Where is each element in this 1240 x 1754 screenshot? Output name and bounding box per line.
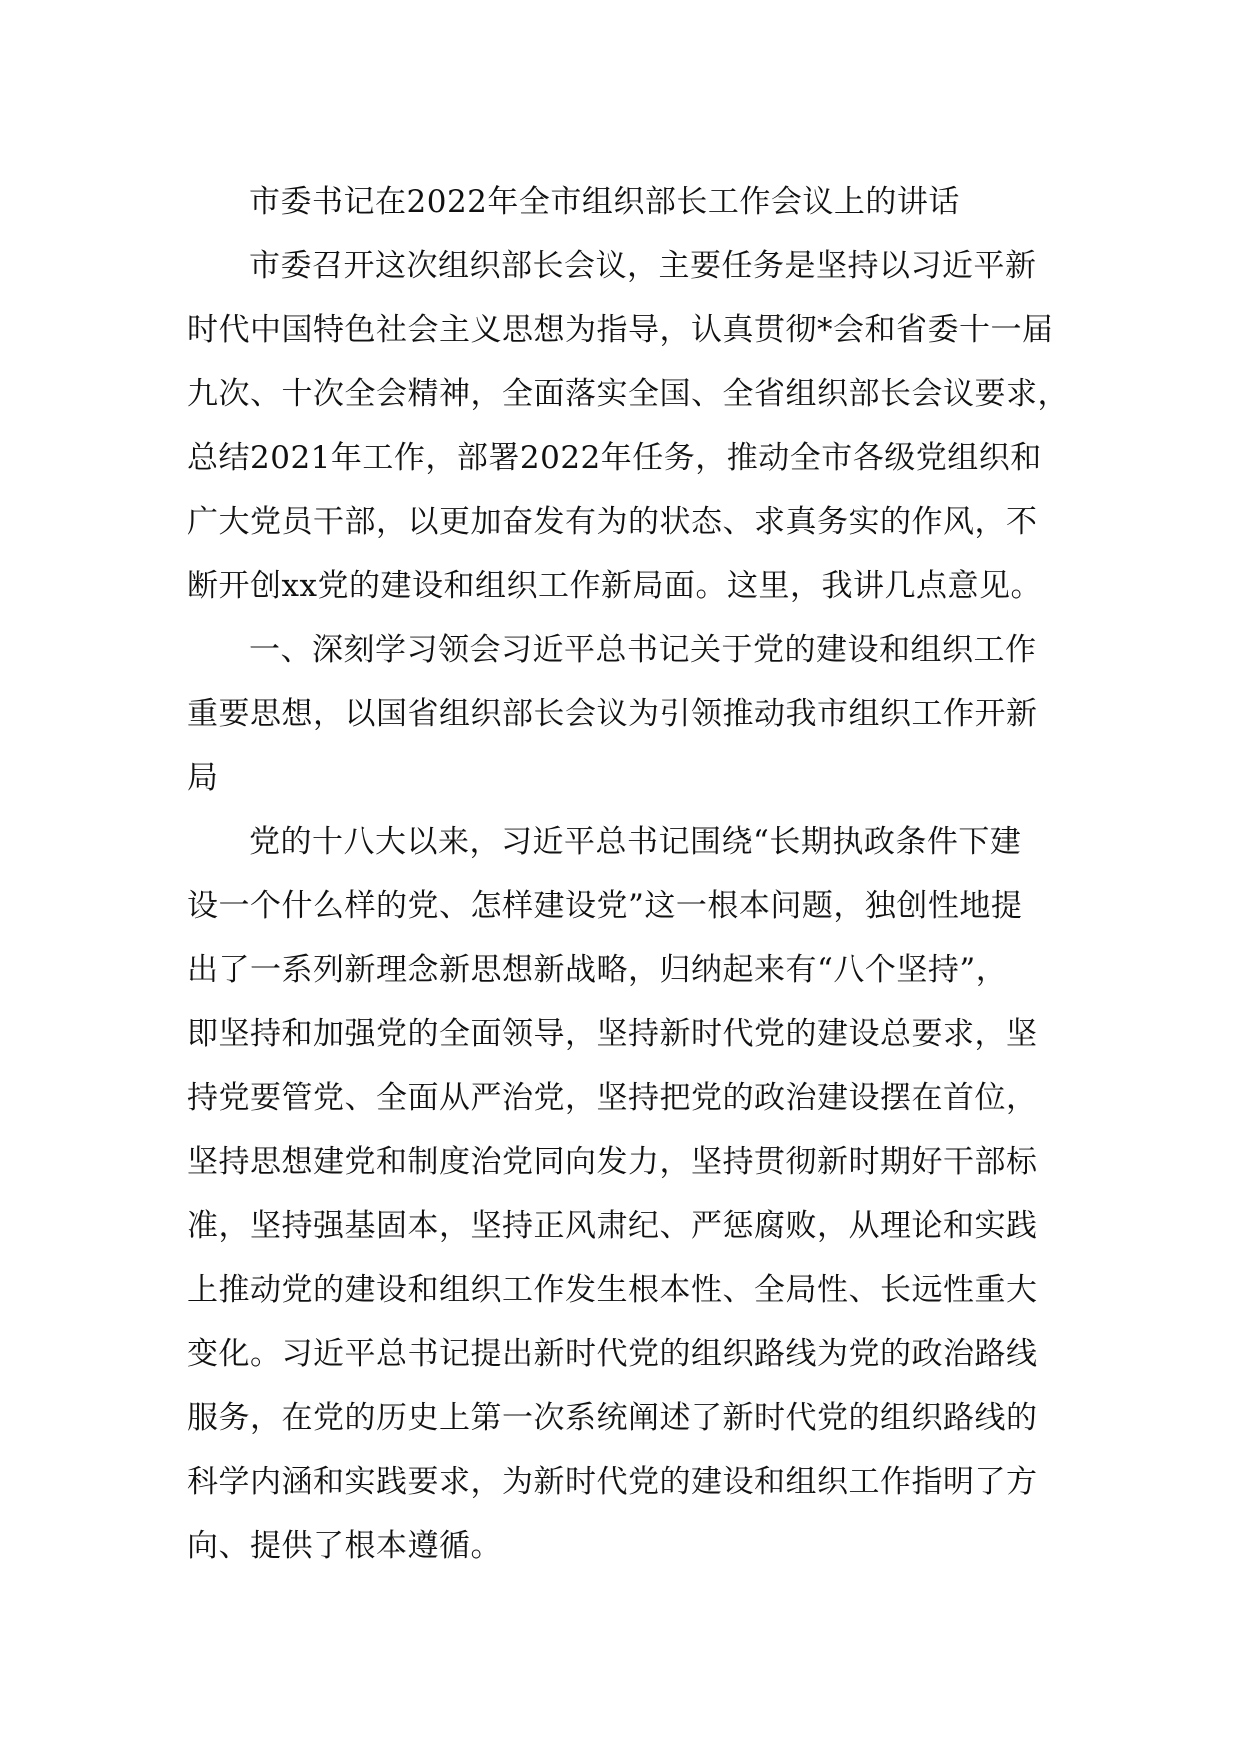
- paragraph-2: [187, 810, 1087, 1578]
- paragraph-line: 服务，在党的历史上第一次系统阐述了新时代党的组织路线的: [187, 1400, 1038, 1436]
- paragraph-line: 持党要管党、全面从严治党，坚持把党的政治建设摆在首位，: [187, 1080, 1038, 1116]
- paragraph-line: 坚持思想建党和制度治党同向发力，坚持贯彻新时期好干部标: [187, 1144, 1038, 1180]
- paragraph-line: 上推动党的建设和组织工作发生根本性、全局性、长远性重大: [187, 1272, 1038, 1308]
- heading-line: 重要思想，以国省组织部长会议为引领推动我市组织工作开新: [187, 696, 1038, 732]
- paragraph-line: 出了一系列新理念新思想新战略，归纳起来有“八个坚持”，: [187, 952, 1008, 988]
- document-body: [187, 170, 1087, 1578]
- paragraph-line: 设一个什么样的党、怎样建设党”这一根本问题，独创性地提: [187, 888, 1023, 924]
- paragraph-line: 时代中国特色社会主义思想为指导，认真贯彻*会和省委十一届: [187, 312, 1054, 348]
- paragraph-line: 总结2021年工作，部署2022年任务，推动全市各级党组织和: [187, 440, 1042, 476]
- paragraph-line: 科学内涵和实践要求，为新时代党的建设和组织工作指明了方: [187, 1464, 1038, 1500]
- paragraph-line: 向、提供了根本遵循。: [187, 1528, 502, 1564]
- document-title: 市委书记在2022年全市组织部长工作会议上的讲话: [249, 184, 960, 220]
- paragraph-line: 市委召开这次组织部长会议，主要任务是坚持以习近平新: [249, 248, 1037, 284]
- paragraph-line: 广大党员干部，以更加奋发有为的状态、求真务实的作风，不: [187, 504, 1038, 540]
- paragraph-line: 断开创xx党的建设和组织工作新局面。这里，我讲几点意见。: [187, 568, 1042, 604]
- paragraph-line: 准，坚持强基固本，坚持正风肃纪、严惩腐败，从理论和实践: [187, 1208, 1038, 1244]
- paragraph-line: 九次、十次全会精神，全面落实全国、全省组织部长会议要求，: [187, 376, 1069, 412]
- heading-line: 局: [187, 760, 219, 796]
- paragraph-1: [187, 234, 1087, 618]
- paragraph-line: 党的十八大以来，习近平总书记围绕“长期执政条件下建: [249, 824, 1022, 860]
- section-heading-1: [187, 618, 1087, 810]
- paragraph-line: 即坚持和加强党的全面领导，坚持新时代党的建设总要求，坚: [187, 1016, 1038, 1052]
- paragraph-line: 变化。习近平总书记提出新时代党的组织路线为党的政治路线: [187, 1336, 1038, 1372]
- heading-line: 一、深刻学习领会习近平总书记关于党的建设和组织工作: [249, 632, 1037, 668]
